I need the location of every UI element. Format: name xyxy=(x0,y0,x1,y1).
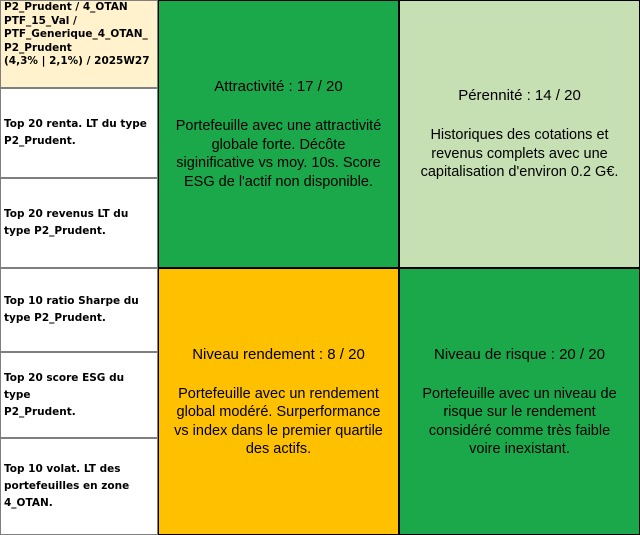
criteria-item-label: Top 10 ratio Sharpe du type P2_Prudent. xyxy=(4,295,139,324)
risque-quadrant xyxy=(399,268,640,535)
portfolio-header-text: P2_Prudent / 4_OTAN PTF_15_Val / PTF_Generique_4_OTAN_ P2_Prudent (4,3% | 2,1%) / 2025W27 xyxy=(4,1,150,67)
criteria-item-renta[interactable] xyxy=(0,88,158,178)
attractivite-description: Portefeuille avec une attractivité globale forte. Décôte siginificative vs moy. 10s. Score ESG de l'actif non disponible. xyxy=(175,118,382,190)
criteria-sidebar xyxy=(0,0,158,535)
criteria-item-label: Top 20 renta. LT du type P2_Prudent. xyxy=(4,118,147,147)
portfolio-header-cell xyxy=(0,0,158,88)
rendement-title: Niveau rendement : 8 / 20 xyxy=(192,345,365,363)
criteria-item-esg[interactable] xyxy=(0,352,158,438)
criteria-item-sharpe[interactable] xyxy=(0,268,158,352)
attractivite-title: Attractivité : 17 / 20 xyxy=(214,78,343,95)
attractivite-quadrant xyxy=(158,0,399,268)
criteria-item-revenus[interactable] xyxy=(0,178,158,268)
criteria-item-label: Top 10 volat. LT des portefeuilles en zone 4_OTAN. xyxy=(4,463,130,509)
criteria-item-label: Top 20 score ESG du type P2_Prudent. xyxy=(4,371,125,418)
perennite-description: Historiques des cotations et revenus complets avec une capitalisation d'environ 0.2 G€. xyxy=(420,127,619,181)
risque-description: Portefeuille avec un niveau de risque sur le rendement considéré comme très faible voire inexistant. xyxy=(422,385,617,457)
rendement-description: Portefeuille avec un rendement global modéré. Surperformance vs index dans le premier quartile des actifs. xyxy=(174,385,383,457)
criteria-item-label: Top 20 revenus LT du type P2_Prudent. xyxy=(4,208,129,237)
rendement-quadrant xyxy=(158,268,399,535)
perennite-title: Pérennité : 14 / 20 xyxy=(458,87,581,105)
criteria-item-volat[interactable] xyxy=(0,438,158,535)
risque-title: Niveau de risque : 20 / 20 xyxy=(434,345,605,363)
perennite-quadrant xyxy=(399,0,640,268)
